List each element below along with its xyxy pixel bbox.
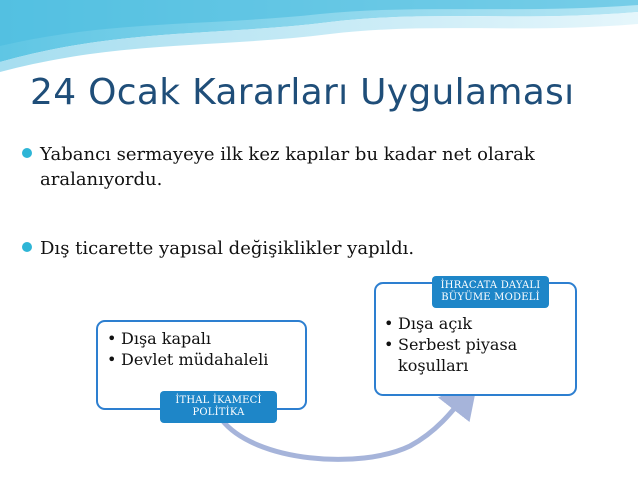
bullet-text: Dış ticarette yapısal değişiklikler yapıldı. [40,238,415,259]
export-led-growth-label [432,276,549,308]
list-item: • Serbest piyasa [381,334,517,355]
slide-title: 24 Ocak Kararları Uygulaması [30,72,575,113]
tag-text-line: İTHAL İKAMECİ [175,395,262,406]
tag-text-line: İHRACATA DAYALI [440,280,541,291]
list-item-continued: koşulları [398,356,469,375]
tag-text-line: POLİTİKA [192,407,245,418]
import-substitution-list [104,328,268,370]
list-item: • Dışa açık [381,313,517,334]
bullet-text: Yabancı sermayeye ilk kez kapılar bu kadar net olarak [40,144,535,165]
list-item: • Dışa kapalı [104,328,268,349]
import-substitution-label [160,391,277,423]
export-led-growth-list [381,313,517,376]
list-item: • Devlet müdahaleli [104,349,268,370]
tag-text-line: BÜYÜME MODELİ [441,292,540,303]
bullet-text-continued: aralanıyordu. [40,169,163,190]
